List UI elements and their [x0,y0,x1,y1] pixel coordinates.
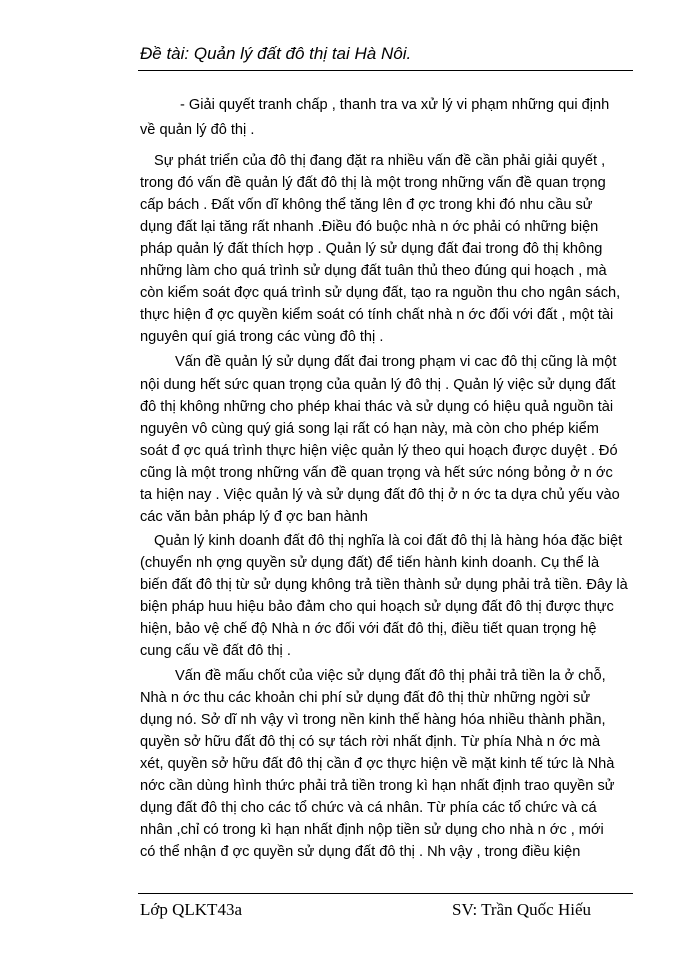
text-line: đô thị không những cho phép khai thác và sử dụng có hiệu quả nguồn tài [140,399,614,415]
text-line: dụng đất lại tăng rất nhanh .Điều đó buộc nhà n ớc phải có những biện [140,219,599,235]
text-line: nguyên quí giá trong các vùng đô thị . [140,329,384,345]
text-line: nội dung hết sức quan trọng của quản lý đô thị . Quản lý việc sử dụng đất [140,377,616,393]
text-line: pháp quản lý đất thích hợp . Quản lý sử dụng đất đai trong đô thị không [140,241,603,257]
text-line: nguyên vô cùng quý giá song lại rất có hạn này, mà còn cho phép kiểm [140,421,599,437]
text-line: biện pháp huu hiệu bảo đảm cho qui hoạch sử dụng đất đô thị được thực [140,599,614,615]
text-line: soát đ ợc quá trình thực hiện việc quản lý theo qui hoạch được duyệt . Đó [140,443,618,459]
text-line: cũng là một trong những vấn đề quan trọng và hết sức nóng bỏng ở n ớc [140,465,613,481]
text-line: cấp bách . Đất vốn dĩ không thể tăng lên đ ợc trong khi đó nhu cầu sử [140,197,593,213]
text-line: Sự phát triển của đô thị đang đặt ra nhiều vấn đề cần phải giải quyết , [154,153,606,169]
text-line: biến đất đô thị từ sử dụng không trả tiền thành sử dụng phải trả tiền. Đây là [140,577,628,593]
text-line: nớc cần dùng hình thức phải trả tiền trong kì hạn nhất định trao quyền sử [140,778,615,794]
text-line: ta hiện nay . Việc quản lý và sử dụng đất đô thị ở n ớc ta dựa chủ yếu vào [140,487,620,503]
text-line: quyền sở hữu đất đô thị có sự tách rời nhất định. Từ phía Nhà n ớc mà [140,734,601,750]
text-line: cung cấu về đất đô thị . [140,643,291,659]
text-line: có thể nhận đ ợc quyền sử dụng đất đô thị . Nh vậy , trong điều kiện [140,844,581,860]
student-label: SV: Trần Quốc Hiếu [452,900,591,919]
text-line: còn kiểm soát đợc quá trình sử dụng đất, tạo ra nguồn thu cho ngân sách, [140,285,621,301]
text-line: những làm cho quá trình sử dụng đất tuân thủ theo đúng qui hoạch , mà [140,263,607,279]
class-label: Lớp QLKT43a [140,900,242,919]
text-line: hiện, bảo vệ chế độ Nhà n ớc đối với đất đô thị, điều tiết quan trọng hệ [140,621,597,637]
text-line: (chuyển nh ợng quyền sử dụng đất) để tiến hành kinh doanh. Cụ thể là [140,555,600,571]
text-line: - Giải quyết tranh chấp , thanh tra va xử lý vi phạm những qui định [180,97,610,113]
text-line: dụng nó. Sở dĩ nh vậy vì trong nền kinh thế hàng hóa nhiều thành phần, [140,712,606,728]
text-line: trong đó vấn đề quản lý đất đô thị là một trong những vấn đề quan trọng [140,175,606,191]
document-title: Đề tài: Quản lý đất đô thị tai Hà Nôi. [140,44,412,63]
text-line: Vấn đề quản lý sử dụng đất đai trong phạm vi cac đô thị cũng là một [175,354,617,370]
text-line: Nhà n ớc thu các khoản chi phí sử dụng đất đô thị thừ những ngời sử [140,690,591,706]
text-line: nhân ,chỉ có trong kì hạn nhất định nộp tiền sử dụng cho nhà n ớc , mới [140,822,604,838]
text-line: dụng đất đô thị cho các tổ chức và cá nhân. Từ phía các tổ chức và cá [140,800,597,816]
footer-divider [138,893,633,894]
text-line: các văn bản pháp lý đ ợc ban hành [140,509,368,525]
text-line: xét, quyền sở hữu đất đô thị cần đ ợc thực hiện về mặt kinh tế tức là Nhà [140,756,615,772]
text-line: Quản lý kinh doanh đất đô thị nghĩa là coi đất đô thị là hàng hóa đặc biệt [154,533,623,549]
text-line: về quản lý đô thị . [140,122,255,138]
text-line: Vấn đề mấu chốt của việc sử dụng đất đô thị phải trả tiền la ở chỗ, [175,668,606,684]
text-line: thực hiện đ ợc quyền kiểm soát có tính chất nhà n ớc đối với đất , một tài [140,307,614,323]
